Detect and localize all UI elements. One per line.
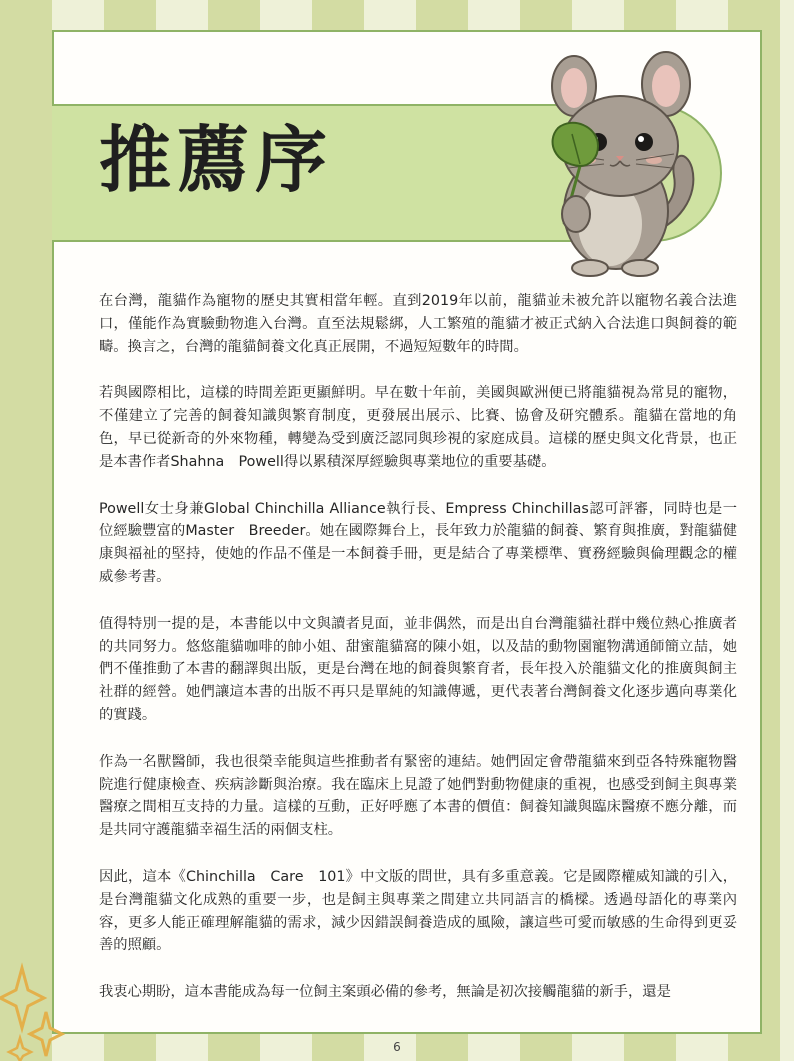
page-title: 推薦序 — [99, 118, 334, 202]
paragraph: Powell女士身兼Global Chinchilla Alliance執行長、Empress Chinchillas認可評審，同時也是一位經驗豐富的Master Breeder。她在國際舞台上，長年致力於龍貓的飼養、繁育與推廣，對龍貓健康與福祉的堅持，使她的作品不僅是一本飼養手冊，更是結合了專業標準、實務經驗與倫理觀念的權威參考書。 — [99, 500, 737, 585]
paragraph: 若與國際相比，這樣的時間差距更顯鮮明。早在數十年前，美國與歐洲便已將龍貓視為常見的寵物，不僅建立了完善的飼養知識與繁育制度，更發展出展示、比賽、協會及研究體系。龍貓在當地的角色，早已從新奇的外來物種，轉變為受到廣泛認同與珍視的家庭成員。這樣的歷史與文化背景，也正是本書作者Shahna Powell得以累積深厚經驗與專業地位的重要基礎。 — [99, 385, 737, 470]
page-number: 6 — [393, 1040, 401, 1054]
chinchilla-mascot-icon — [494, 46, 734, 282]
paragraph: 在台灣，龍貓作為寵物的歷史其實相當年輕。直到2019年以前，龍貓並未被允許以寵物名義合法進口，僅能作為實驗動物進入台灣。直至法規鬆綁，人工繁殖的龍貓才被正式納入合法進口與飼養的範疇。換言之，台灣的龍貓飼養文化真正展開，不過短短數年的時間。 — [99, 293, 737, 355]
paragraph: 我衷心期盼，這本書能成為每一位飼主案頭必備的參考，無論是初次接觸龍貓的新手，還是 — [99, 984, 671, 1001]
paragraph: 作為一名獸醫師，我也很榮幸能與這些推動者有緊密的連結。她們固定會帶龍貓來到亞各特殊寵物醫院進行健康檢查、疾病診斷與治療。我在臨床上見證了她們對動物健康的重視，也感受到飼主與專業醫療之間相互支持的力量。這樣的互動，正好呼應了本書的價值：飼養知識與臨床醫療不應分離，而是共同守護龍貓幸福生活的兩個支柱。 — [99, 753, 737, 839]
paragraph: 值得特別一提的是，本書能以中文與讀者見面，並非偶然，而是出自台灣龍貓社群中幾位熱心推廣者的共同努力。悠悠龍貓咖啡的帥小姐、甜蜜龍貓窩的陳小姐，以及喆的動物園寵物溝通師簡立喆，她們不僅推動了本書的翻譯與出版，更是台灣在地的飼養與繁育者，長年投入於龍貓文化的推廣與飼主社群的經營。她們讓這本書的出版不再只是單純的知識傳遞，更代表著台灣飼養文化逐步邁向專業化的實踐。 — [99, 615, 737, 723]
body-text — [99, 290, 737, 1028]
document-page — [52, 30, 762, 1034]
paragraph: 因此，這本《Chinchilla Care 101》中文版的問世，具有多重意義。它是國際權威知識的引入，是台灣龍貓文化成熟的重要一步，也是飼主與專業之間建立共同語言的橋樑。透過母語化的專業內容，更多人能正確理解龍貓的需求，減少因錯誤飼養造成的風險，讓這些可愛而敏感的生命得到更妥善的照顧。 — [99, 868, 737, 954]
